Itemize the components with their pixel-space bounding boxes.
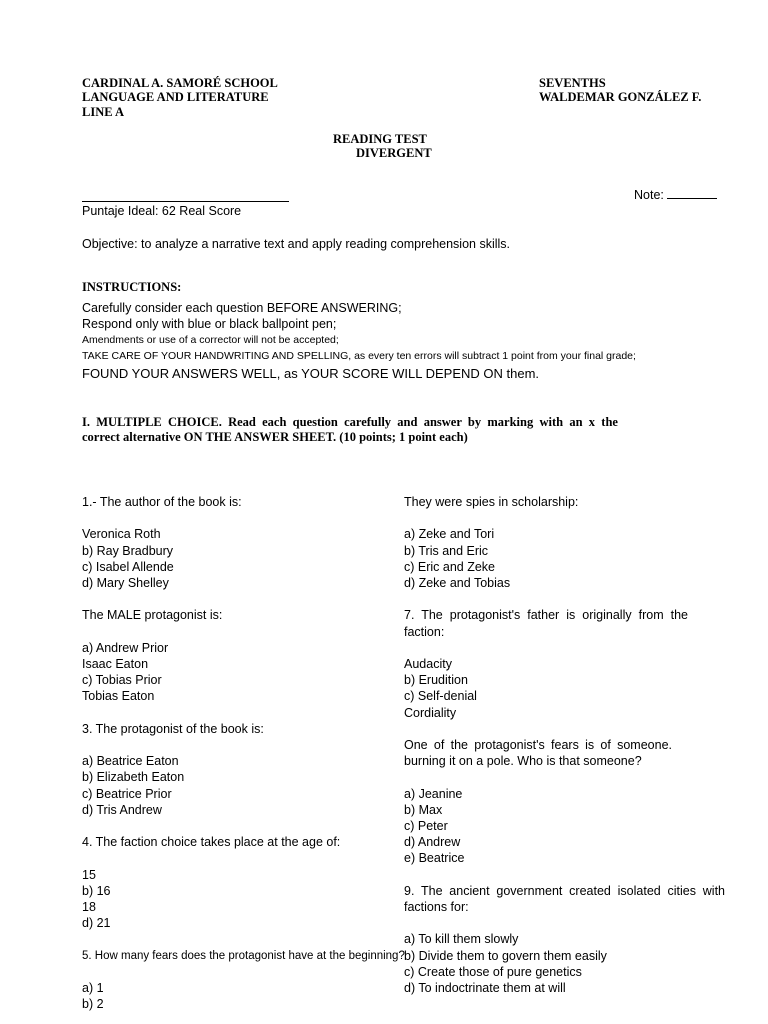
- name-blank-line[interactable]: [82, 201, 289, 202]
- answer-option[interactable]: 15: [82, 867, 96, 882]
- answer-option[interactable]: Veronica Roth: [82, 527, 161, 542]
- answer-option[interactable]: d) Zeke and Tobias: [404, 576, 511, 590]
- question-6: They were spies in scholarship:: [404, 495, 579, 509]
- instructions-title: INSTRUCTIONS:: [82, 280, 182, 294]
- question-8-cont: burning it on a pole. Who is that someone?: [404, 754, 642, 769]
- question-9-cont: factions for:: [404, 899, 469, 914]
- answer-option[interactable]: e) Beatrice: [404, 851, 465, 866]
- note-field[interactable]: [634, 188, 717, 202]
- instruction-item: Amendments or use of a corrector will not be accepted;: [82, 334, 339, 346]
- question-2: The MALE protagonist is:: [82, 608, 223, 623]
- instruction-item: TAKE CARE OF YOUR HANDWRITING AND SPELLING, as every ten errors will subtract 1 point from your final grade;: [82, 350, 636, 362]
- answer-option[interactable]: c) Isabel Allende: [82, 559, 174, 574]
- questions-right-column: [404, 494, 724, 996]
- objective-text: Objective: to analyze a narrative text and apply reading comprehension skills.: [82, 237, 511, 251]
- answer-option[interactable]: c) Create those of pure genetics: [404, 964, 582, 979]
- ideal-score: Puntaje Ideal: 62 Real Score: [82, 204, 242, 218]
- answer-option[interactable]: Audacity: [404, 656, 452, 671]
- note-label: Note:: [634, 188, 664, 202]
- question-7-cont: faction:: [404, 624, 445, 639]
- answer-option[interactable]: b) Tris and Eric: [404, 543, 489, 558]
- instruction-item: FOUND YOUR ANSWERS WELL, as YOUR SCORE WILL DEPEND ON them.: [82, 366, 540, 381]
- instruction-item: Respond only with blue or black ballpoint pen;: [82, 317, 337, 331]
- answer-option[interactable]: a) 1: [82, 980, 104, 995]
- answer-option[interactable]: Isaac Eaton: [82, 656, 149, 671]
- subject-name: LANGUAGE AND LITERATURE: [82, 90, 269, 104]
- answer-option[interactable]: a) Andrew Prior: [82, 640, 169, 655]
- answer-option[interactable]: b) 16: [82, 883, 111, 898]
- note-blank-line[interactable]: [667, 198, 717, 199]
- answer-option[interactable]: d) Andrew: [404, 835, 461, 850]
- line-name: LINE A: [82, 105, 125, 119]
- question-3: 3. The protagonist of the book is:: [82, 721, 264, 736]
- answer-option[interactable]: a) To kill them slowly: [404, 932, 519, 947]
- answer-option[interactable]: b) 2: [82, 997, 104, 1012]
- questions-left-column: [82, 494, 405, 1012]
- answer-option[interactable]: c) Self-denial: [404, 689, 477, 704]
- question-5: 5. How many fears does the protagonist have at the beginning?: [82, 949, 405, 962]
- answer-option[interactable]: b) Max: [404, 802, 443, 817]
- answer-option[interactable]: Tobias Eaton: [82, 689, 155, 704]
- answer-option[interactable]: d) Mary Shelley: [82, 576, 169, 590]
- grade-label: SEVENTHS: [539, 76, 606, 90]
- answer-option[interactable]: c) Tobias Prior: [82, 673, 162, 688]
- answer-option[interactable]: b) Erudition: [404, 673, 468, 688]
- answer-option[interactable]: c) Peter: [404, 818, 448, 833]
- answer-option[interactable]: a) Beatrice Eaton: [82, 754, 179, 769]
- answer-option[interactable]: 18: [82, 899, 96, 914]
- question-9: 9. The ancient government created isolated cities with: [404, 883, 725, 898]
- section-heading-line2: correct alternative ON THE ANSWER SHEET. (10 points; 1 point each): [82, 430, 468, 444]
- question-4: 4. The faction choice takes place at the age of:: [82, 835, 341, 850]
- question-8: One of the protagonist's fears is of someone.: [404, 737, 672, 752]
- answer-option[interactable]: b) Divide them to govern them easily: [404, 948, 607, 963]
- answer-option[interactable]: b) Elizabeth Eaton: [82, 770, 185, 785]
- answer-option[interactable]: a) Jeanine: [404, 786, 463, 801]
- teacher-name: WALDEMAR GONZÁLEZ F.: [539, 90, 702, 104]
- answer-option[interactable]: a) Zeke and Tori: [404, 527, 495, 542]
- school-name: CARDINAL A. SAMORÉ SCHOOL: [82, 76, 278, 90]
- question-7: 7. The protagonist's father is originally from the: [404, 608, 688, 623]
- test-title: READING TEST: [333, 132, 427, 146]
- instruction-item: Carefully consider each question BEFORE ANSWERING;: [82, 301, 402, 315]
- answer-option[interactable]: d) Tris Andrew: [82, 802, 162, 817]
- answer-option[interactable]: Cordiality: [404, 705, 457, 720]
- question-1: 1.- The author of the book is:: [82, 495, 242, 509]
- answer-option[interactable]: b) Ray Bradbury: [82, 543, 174, 558]
- answer-option[interactable]: d) To indoctrinate them at will: [404, 980, 566, 995]
- answer-option[interactable]: c) Beatrice Prior: [82, 786, 172, 801]
- book-title: DIVERGENT: [356, 146, 432, 160]
- section-heading-line1: I. MULTIPLE CHOICE. Read each question carefully and answer by marking with an x the: [82, 415, 618, 429]
- answer-option[interactable]: c) Eric and Zeke: [404, 559, 496, 574]
- answer-option[interactable]: d) 21: [82, 916, 111, 931]
